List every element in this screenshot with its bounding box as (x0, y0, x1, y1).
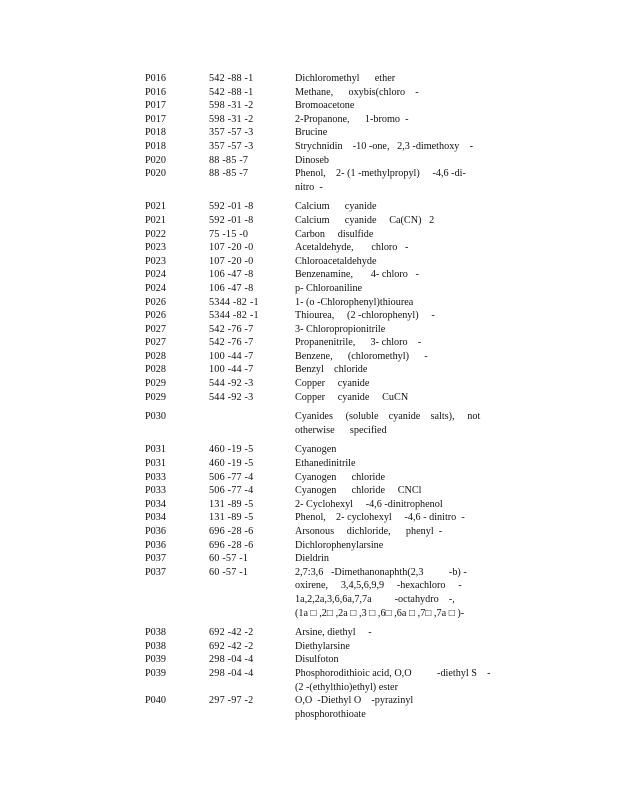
substance-name-line: Acetaldehyde, chloro - (295, 242, 409, 254)
waste-code: P018 (145, 127, 166, 139)
table-row (145, 350, 505, 364)
cas-number: 60 -57 -1 (209, 553, 249, 565)
substance-name (295, 167, 495, 194)
waste-code: P036 (145, 526, 166, 537)
table-row (145, 457, 505, 471)
table-row (145, 667, 505, 694)
waste-code: P031 (145, 444, 166, 456)
table-row (145, 653, 505, 667)
substance-name-line: Copper cyanide CuCN (295, 391, 409, 403)
substance-name-line: Cyanides (soluble cyanide salts), not (295, 411, 481, 423)
cas-number: 506 -77 -4 (209, 471, 254, 483)
substance-name-line: Thiourea, (2 -chlorophenyl) - (295, 310, 435, 322)
substance-name-line: O,O -Diethyl O -pyrazinyl (295, 695, 414, 707)
cas-number: 460 -19 -5 (209, 458, 254, 470)
substance-name (295, 566, 495, 620)
substance-name-line: Bromoacetone (295, 100, 355, 112)
waste-code: P023 (145, 255, 166, 267)
substance-name-line: Propanenitrile, 3- chloro - (295, 337, 422, 349)
table-row (145, 255, 505, 269)
table-row (145, 539, 505, 553)
waste-code: P039 (145, 667, 166, 679)
waste-code: P029 (145, 378, 166, 390)
cas-number: 542 -76 -7 (209, 337, 254, 349)
substance-name-line: Cyanogen chloride CNCl (295, 485, 422, 497)
waste-code: P020 (145, 168, 166, 180)
substance-name (295, 309, 495, 323)
cas-number: 460 -19 -5 (209, 444, 254, 456)
substance-name (295, 72, 495, 86)
waste-code: P040 (145, 695, 166, 707)
cas-number: 542 -88 -1 (209, 73, 254, 84)
substance-name (295, 154, 495, 168)
substance-name-line: 2,7:3,6 -Dimethanonaphth(2,3 -b) - (295, 566, 467, 578)
waste-code: P023 (145, 242, 166, 254)
cas-number: 692 -42 -2 (209, 627, 254, 639)
substance-name (295, 323, 495, 337)
substance-name-line: Calcium cyanide (295, 201, 377, 213)
substance-name-line: Strychnidin -10 -one, 2,3 -dimethoxy - (295, 140, 473, 152)
substance-name-line: nitro - (295, 181, 323, 193)
cas-number: 5344 -82 -1 (209, 310, 259, 322)
waste-code: P034 (145, 498, 166, 510)
table-row (145, 99, 505, 113)
substance-name-line: Arsine, diethyl - (295, 627, 372, 639)
substance-name (295, 214, 495, 228)
table-row (145, 471, 505, 485)
waste-code: P028 (145, 350, 166, 362)
cas-number: 696 -28 -6 (209, 539, 254, 551)
table-row (145, 498, 505, 512)
waste-code: P037 (145, 566, 166, 578)
table-row (145, 410, 505, 437)
waste-code: P029 (145, 391, 166, 403)
waste-code: P022 (145, 228, 166, 240)
cas-number: 506 -77 -4 (209, 485, 254, 497)
cas-number: 297 -97 -2 (209, 695, 254, 707)
cas-number: 696 -28 -6 (209, 526, 254, 537)
substance-name-line: 2-Propanone, 1-bromo - (295, 113, 409, 125)
cas-number: 106 -47 -8 (209, 269, 254, 281)
cas-number: 542 -76 -7 (209, 323, 254, 335)
substance-name-line: Carbon disulfide (295, 228, 374, 240)
cas-number: 598 -31 -2 (209, 113, 254, 125)
waste-code: P033 (145, 471, 166, 483)
substance-name (295, 391, 495, 405)
substance-name-line: Benzene, (chloromethyl) - (295, 350, 428, 362)
waste-code: P018 (145, 140, 166, 152)
table-row (145, 309, 505, 323)
waste-code: P027 (145, 337, 166, 349)
table-row (145, 126, 505, 140)
substance-name (295, 255, 495, 269)
substance-name-line: Benzenamine, 4- chloro - (295, 269, 419, 281)
waste-code: P024 (145, 269, 166, 281)
substance-name (295, 667, 495, 694)
substance-name (295, 443, 495, 457)
waste-code: P020 (145, 154, 166, 166)
substance-name-line: phosphorothioate (295, 708, 366, 720)
substance-name (295, 640, 495, 654)
waste-code: P031 (145, 458, 166, 470)
substance-name (295, 336, 495, 350)
table-row (145, 363, 505, 377)
substance-name-line: Benzyl chloride (295, 364, 368, 376)
cas-number (209, 410, 295, 437)
table-row (145, 566, 505, 620)
cas-number: 542 -88 -1 (209, 86, 254, 98)
substance-name (295, 552, 495, 566)
substance-name (295, 140, 495, 154)
waste-code: P037 (145, 553, 166, 565)
cas-number: 298 -04 -4 (209, 654, 254, 666)
cas-number: 357 -57 -3 (209, 127, 254, 139)
waste-code: P017 (145, 113, 166, 125)
substance-name-line: Disulfoton (295, 654, 339, 666)
substance-name (295, 363, 495, 377)
table-row (145, 140, 505, 154)
substance-name-line: Calcium cyanide Ca(CN) 2 (295, 214, 435, 226)
substance-name-line: otherwise specified (295, 424, 387, 436)
substance-name-line: oxirene, 3,4,5,6,9,9 -hexachloro - (295, 580, 462, 592)
cas-number: 298 -04 -4 (209, 667, 254, 679)
substance-name-line: Diethylarsine (295, 640, 350, 652)
substance-name-line: Brucine (295, 127, 328, 139)
substance-name-line: Dichloromethyl ether (295, 73, 396, 84)
cas-number: 357 -57 -3 (209, 140, 254, 152)
cas-number: 592 -01 -8 (209, 201, 254, 213)
table-row (145, 113, 505, 127)
waste-code: P038 (145, 640, 166, 652)
table-row (145, 552, 505, 566)
waste-code: P033 (145, 485, 166, 497)
waste-code: P030 (145, 411, 166, 423)
substance-name (295, 126, 495, 140)
waste-code: P016 (145, 73, 166, 84)
substance-name-line: Copper cyanide (295, 378, 370, 390)
waste-code: P026 (145, 310, 166, 322)
table-row (145, 484, 505, 498)
substance-name-line: Dinoseb (295, 154, 329, 166)
substance-name (295, 296, 495, 310)
cas-number: 107 -20 -0 (209, 255, 254, 267)
waste-code: P028 (145, 364, 166, 376)
substance-name-line: Ethanedinitrile (295, 458, 356, 470)
substance-name (295, 626, 495, 640)
waste-code-table (145, 72, 505, 721)
substance-name-line: Methane, oxybis(chloro - (295, 86, 419, 98)
substance-name (295, 113, 495, 127)
substance-name (295, 498, 495, 512)
substance-name-line: Phenol, 2- cyclohexyl -4,6 - dinitro - (295, 512, 465, 524)
cas-number: 88 -85 -7 (209, 168, 249, 180)
cas-number: 692 -42 -2 (209, 640, 254, 652)
cas-number: 100 -44 -7 (209, 364, 254, 376)
substance-name (295, 484, 495, 498)
substance-name-line: Cyanogen chloride (295, 471, 385, 483)
substance-name (295, 539, 495, 553)
substance-name (295, 268, 495, 282)
cas-number: 592 -01 -8 (209, 214, 254, 226)
substance-name-line: Chloroacetaldehyde (295, 255, 377, 267)
cas-number: 107 -20 -0 (209, 242, 254, 254)
cas-number: 544 -92 -3 (209, 378, 254, 390)
substance-name (295, 471, 495, 485)
waste-code: P038 (145, 627, 166, 639)
substance-name (295, 694, 495, 721)
waste-code: P039 (145, 654, 166, 666)
cas-number: 5344 -82 -1 (209, 296, 259, 308)
cas-number: 100 -44 -7 (209, 350, 254, 362)
table-row (145, 296, 505, 310)
table-row (145, 154, 505, 168)
table-row (145, 323, 505, 337)
cas-number: 544 -92 -3 (209, 391, 254, 403)
substance-name (295, 525, 495, 539)
table-row (145, 282, 505, 296)
waste-code: P026 (145, 296, 166, 308)
cas-number: 88 -85 -7 (209, 154, 249, 166)
substance-name-line: Arsonous dichloride, phenyl - (295, 526, 443, 537)
table-row (145, 72, 505, 86)
substance-name (295, 350, 495, 364)
substance-name (295, 282, 495, 296)
table-row (145, 640, 505, 654)
cas-number: 598 -31 -2 (209, 100, 254, 112)
waste-code: P016 (145, 86, 166, 98)
table-row (145, 511, 505, 525)
substance-name-line: 2- Cyclohexyl -4,6 -dinitrophenol (295, 498, 443, 510)
table-row (145, 443, 505, 457)
substance-name (295, 241, 495, 255)
table-row (145, 626, 505, 640)
table-row (145, 377, 505, 391)
waste-code: P036 (145, 539, 166, 551)
table-row (145, 241, 505, 255)
table-row (145, 228, 505, 242)
substance-name-line: (1a □ ,2□ ,2a □ ,3 □ ,6□ ,6a □ ,7□ ,7a □ )- (295, 607, 465, 619)
table-row (145, 525, 505, 539)
substance-name-line: Dichlorophenylarsine (295, 539, 384, 551)
waste-code: P027 (145, 323, 166, 335)
substance-name (295, 228, 495, 242)
waste-code: P017 (145, 100, 166, 112)
substance-name (295, 377, 495, 391)
substance-name-line: 1a,2,2a,3,6,6a,7,7a -octahydro -, (295, 593, 455, 605)
substance-name (295, 457, 495, 471)
waste-code: P021 (145, 201, 166, 213)
substance-name (295, 653, 495, 667)
cas-number: 131 -89 -5 (209, 512, 254, 524)
substance-name-line: (2 -(ethylthio)ethyl) ester (295, 681, 398, 693)
substance-name (295, 410, 495, 437)
cas-number: 106 -47 -8 (209, 282, 254, 294)
table-row (145, 336, 505, 350)
substance-name-line: 1- (o -Chlorophenyl)thiourea (295, 296, 414, 308)
substance-name (295, 200, 495, 214)
cas-number: 60 -57 -1 (209, 566, 249, 578)
table-row (145, 200, 505, 214)
waste-code: P034 (145, 512, 166, 524)
substance-name (295, 99, 495, 113)
substance-name-line: Cyanogen (295, 444, 337, 456)
waste-code: P021 (145, 214, 166, 226)
substance-name-line: Dieldrin (295, 553, 329, 565)
table-row (145, 167, 505, 194)
substance-name-line: Phenol, 2- (1 -methylpropyl) -4,6 -di- (295, 168, 466, 180)
table-row (145, 214, 505, 228)
table-row (145, 391, 505, 405)
waste-code: P024 (145, 282, 166, 294)
table-row (145, 268, 505, 282)
substance-name (295, 511, 495, 525)
table-row (145, 694, 505, 721)
cas-number: 131 -89 -5 (209, 498, 254, 510)
table-row (145, 86, 505, 100)
cas-number: 75 -15 -0 (209, 228, 249, 240)
substance-name (295, 86, 495, 100)
substance-name-line: Phosphorodithioic acid, O,O -diethyl S - (295, 667, 491, 679)
substance-name-line: p- Chloroaniline (295, 282, 363, 294)
substance-name-line: 3- Chloropropionitrile (295, 323, 386, 335)
